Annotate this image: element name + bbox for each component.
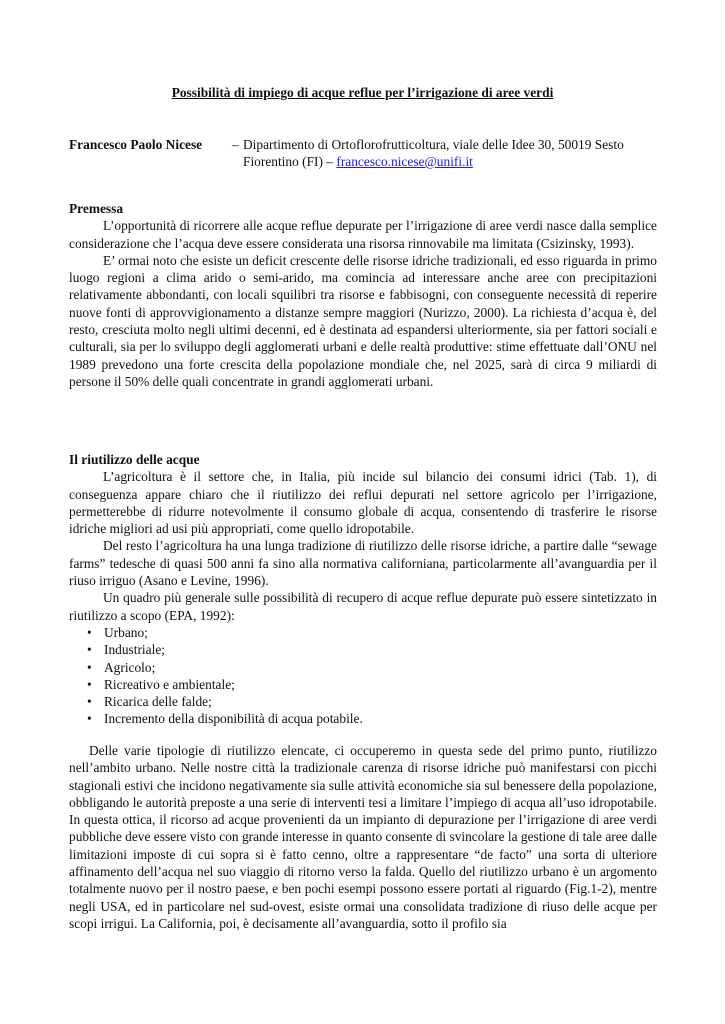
bullet-icon: • [87,659,92,675]
bullet-icon: • [87,711,92,727]
author-email-link[interactable]: francesco.nicese@unifi.it [336,154,473,169]
section-heading-premessa: Premessa [69,201,124,216]
section-premessa [69,200,657,390]
reuse-types-list [69,624,657,728]
riutilizzo-paragraph-2: Del resto l’agricoltura ha una lunga tradizione di riutilizzo delle risorse idriche, a partire dalle “sewage farms” tedesche di quasi 500 anni fa sino alla normativa californiana, particolarmente all’avanguardia per il riuso irriguo (Asano e Levine, 1996). [69,538,657,589]
list-item [87,624,657,641]
premessa-paragraph-2: E’ ormai noto che esiste un deficit crescente delle risorse idriche tradizionali, ed esso riguarda in primo luogo regioni a clima arido o semi-arido, ma comincia ad interessare anche aree con precipitazioni relativamente abbondanti, con locali squilibri tra risorse e fabbisogni, con conseguente necessità di reperire nuove fonti di approvvigionamento a distanze sempre maggiori (Nurizzo, 2000). La richiesta d’acqua è, del resto, cresciuta molto negli ultimi decenni, ed è destinata ad espandersi ulteriormente, sia per fattori sociali e culturali, sia per lo sviluppo degli agglomerati urbani e delle realtà produttive: stime effettuate dall’ONU nel 1989 prevedono una forte crescita della popolazione mondiale che, nel 2025, sarà di circa 9 miliardi di persone il 50% delle quali concentrate in grandi agglomerati urbani. [69,252,657,389]
list-item-text: Incremento della disponibilità di acqua potabile. [104,711,363,727]
riutilizzo-closing-paragraph: Delle varie tipologie di riutilizzo elencate, ci occuperemo in questa sede del primo punto, riutilizzo nell’ambito urbano. Nelle nostre città la tradizionale carenza di risorse idriche può manifestarsi con picchi stagionali estivi che incidono negativamente sia sulle attività economiche sia sul benessere della popolazione, obbligando le autorità preposte a una serie di interventi tesi a limitare l’impiego di acqua all’uso idropotabile. In questa ottica, il ricorso ad acque provenienti da un impianto di depurazione per l’irrigazione di aree verdi pubbliche deve essere visto con grande interesse in quanto consente di svincolare la gestione di tale aree dalle limitazioni imposte di cui sopra si è fatto cenno, oltre a rappresentare “de facto” una sorta di ulteriore affinamento dell’acqua nel suo viaggio di ritorno verso la falda. Quello del riutilizzo urbano è un argomento totalmente nuovo per il nostro paese, e ben pochi esempi possono essere portati al riguardo (Fig.1-2), mentre negli USA, ed in particolare nel sud-ovest, esiste ormai una consolidata tradizione di riuso delle acque per scopi irrigui. La California, poi, è decisamente all’avanguardia, sotto il profilo sia [69,743,657,931]
bullet-icon: • [87,642,92,658]
list-item-text: Ricreativo e ambientale; [104,676,235,692]
author-name: Francesco Paolo Nicese [69,137,203,152]
list-item-text: Agricolo; [104,659,156,675]
list-item [87,693,657,710]
list-item-text: Urbano; [104,624,148,640]
list-item [87,641,657,658]
bullet-icon: • [87,624,92,640]
section-heading-riutilizzo: Il riutilizzo delle acque [69,452,200,467]
section-riutilizzo-continued [69,742,657,932]
document-title: Possibilità di impiego di acque reflue per l’irrigazione di aree verdi [171,85,554,100]
list-item [87,676,657,693]
list-item [87,659,657,676]
list-item-text: Industriale; [104,642,165,658]
riutilizzo-paragraph-3: Un quadro più generale sulle possibilità di recupero di acque reflue depurate può essere sintetizzato in riutilizzo a scopo (EPA, 1992): [69,590,657,623]
section-riutilizzo [69,451,657,728]
author-affiliation [243,136,663,170]
author-dash: – [232,137,239,152]
bullet-icon: • [87,694,92,710]
affiliation-text: Dipartimento di Ortoflorofrutticoltura, viale delle Idee 30, 50019 Sesto Fiorentino (FI) – [243,137,624,169]
list-item [87,710,657,727]
premessa-paragraph-1: L’opportunità di ricorrere alle acque reflue depurate per l’irrigazione di aree verdi nasce dalla semplice considerazione che l’acqua deve essere considerata una risorsa rinnovabile ma limitata (Csizinsky, 1993). [69,218,657,251]
riutilizzo-paragraph-1: L’agricoltura è il settore che, in Italia, più incide sul bilancio dei consumi idrici (Tab. 1), di conseguenza appare chiaro che il riutilizzo dei reflui depurati nel settore agricolo per l’irrigazione, permetterebbe di ridurre notevolmente il consumo globale di acqua, consentendo di trasferire le risorse idriche migliori ad usi più appropriati, come quello idropotabile. [69,469,657,537]
bullet-icon: • [87,676,92,692]
list-item-text: Ricarica delle falde; [104,694,212,710]
